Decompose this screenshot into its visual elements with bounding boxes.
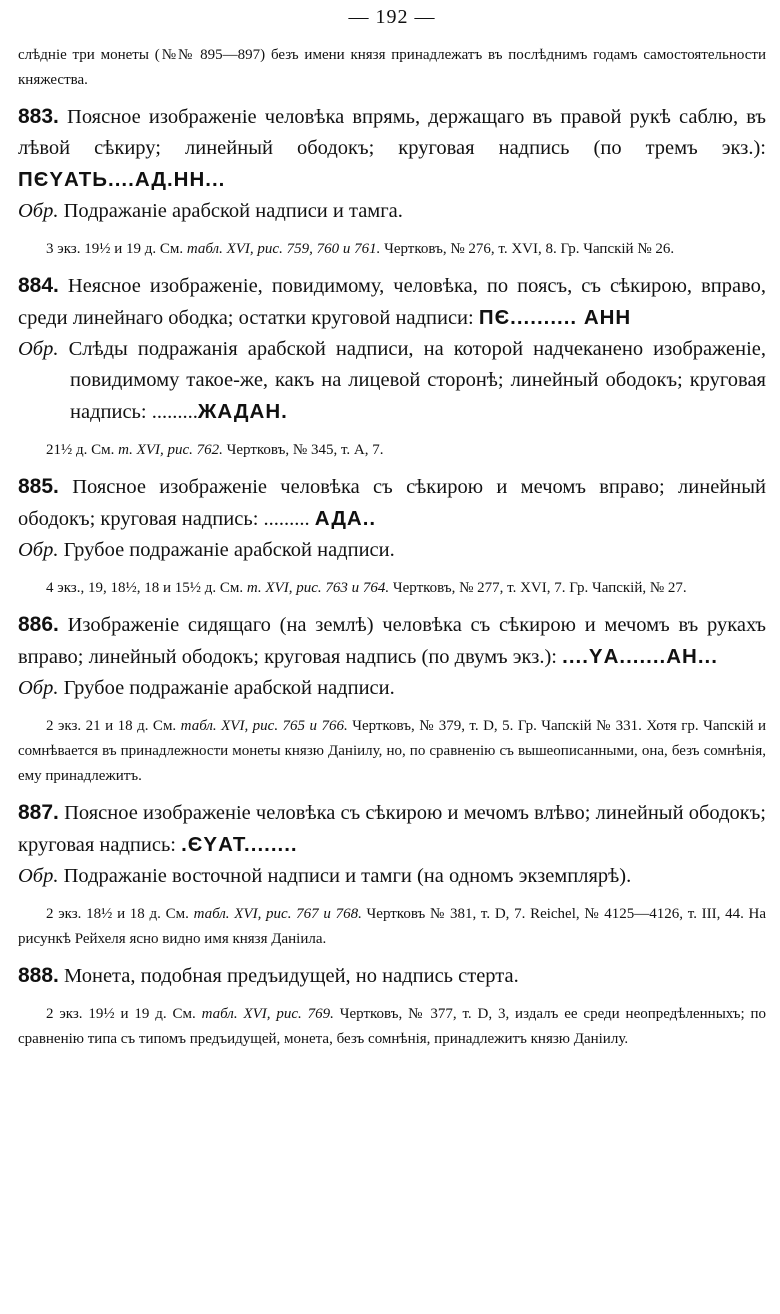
note-size: 2 экз. 21 и 18 д. См. [46, 718, 177, 734]
entry-description [18, 471, 766, 535]
note-literature: Чертковъ, № 276, т. XVI, 8. Гр. Чапскій № 26. [384, 241, 675, 257]
entry-description [18, 960, 766, 992]
note-size: 3 экз. 19½ и 19 д. См. [46, 241, 184, 257]
catalog-entry [18, 960, 766, 1052]
entry-text: Поясное изображеніе человѣка съ сѣкирою и мечомъ влѣво; линейный ободокъ; круговая надпись: [18, 802, 767, 856]
note-size: 2 экз. 19½ и 19 д. См. [46, 1006, 196, 1022]
note-plate-reference: т. XVI, рис. 762. [118, 442, 223, 458]
entry-number: 888. [18, 964, 59, 987]
reverse-description [18, 861, 766, 892]
entry-text: Поясное изображеніе человѣка съ сѣкирою и мечомъ вправо; линейный ободокъ; круговая надпись: ......... [18, 476, 766, 530]
entry-description [18, 609, 766, 673]
entry-number: 886. [18, 613, 59, 636]
entry-number: 884. [18, 274, 59, 297]
reverse-text: Грубое подражаніе арабской надписи. [63, 539, 395, 561]
note-literature: Чертковъ, № 345, т. А, 7. [226, 442, 384, 458]
note-size: 4 экз., 19, 18½, 18 и 15½ д. См. [46, 580, 244, 596]
note-literature: Чертковъ, № 379, т. D, 5. Гр. Чапскій № 331. Хотя гр. Чапскій и сомнѣвается въ принадлежности монеты князю Даніилу, но, по сравненію съ вышеописанными, она, безъ сомнѣнія, ему принадлежитъ. [18, 718, 767, 784]
entry-text: Монета, подобная предъидущей, но надпись стерта. [64, 965, 519, 987]
entry-description [18, 270, 766, 334]
entry-text: Неясное изображеніе, повидимому, человѣка, по поясъ, съ сѣкирою, вправо, среди линейнаго ободка; остатки круговой надписи: [18, 275, 766, 329]
note-plate-reference: т. XVI, рис. 763 и 764. [246, 580, 390, 596]
note-plate-reference: табл. XVI, рис. 767 и 768. [193, 906, 362, 922]
catalog-entries [18, 101, 766, 1052]
catalog-entry [18, 609, 766, 789]
reverse-description [18, 196, 766, 227]
note-size: 21½ д. См. [46, 442, 115, 458]
coin-inscription: АДА.. [314, 507, 377, 530]
reverse-label: Обр. [18, 200, 59, 222]
note-size: 2 экз. 18½ и 18 д. См. [46, 906, 189, 922]
entry-number: 887. [18, 801, 59, 824]
note-plate-reference: табл. XVI, рис. 769. [201, 1006, 334, 1022]
reverse-label: Обр. [18, 865, 59, 887]
reverse-text: Слѣды подражанія арабской надписи, на которой надчеканено изображеніе, повидимому такое-же, какъ на лицевой сторонѣ; линейный ободокъ; круговая надпись: ......... [68, 338, 766, 423]
entry-text: Изображеніе сидящаго (на землѣ) человѣка съ сѣкирою и мечомъ въ рукахъ вправо; линейный ободокъ; круговая надпись (по двумъ экз.): [18, 614, 767, 668]
catalog-entry [18, 101, 766, 262]
entry-number: 883. [18, 105, 59, 128]
specimen-note [18, 576, 766, 601]
coin-inscription: ПЄYАТЬ....АД.НН... [18, 168, 226, 191]
note-plate-reference: табл. XVI, рис. 759, 760 и 761. [186, 241, 381, 257]
reverse-inscription: ЖАДАН. [197, 400, 288, 423]
specimen-note [18, 902, 766, 952]
specimen-note [18, 438, 766, 463]
reverse-text: Подражаніе арабской надписи и тамга. [63, 200, 403, 222]
note-literature: Чертковъ, № 377, т. D, 3, издалъ ее среди неопредѣленныхъ; по сравненію типа съ типомъ предъидущей, монета, безъ сомнѣнія, принадлежитъ князю Даніилу. [18, 1006, 767, 1047]
note-literature: Чертковъ, № 277, т. XVI, 7. Гр. Чапскій, № 27. [392, 580, 687, 596]
note-plate-reference: табл. XVI, рис. 765 и 766. [180, 718, 348, 734]
entry-text: Поясное изображеніе человѣка впрямь, держащаго въ правой рукѣ саблю, въ лѣвой сѣкиру; линейный ободокъ; круговая надпись (по тремъ экз.): [18, 106, 766, 159]
coin-inscription: ПЄ.......... АНН [478, 306, 632, 329]
reverse-description [18, 673, 766, 704]
coin-inscription: .ЄYАТ........ [181, 833, 298, 856]
note-literature: Чертковъ № 381, т. D, 7. Reichel, № 4125—4126, т. III, 44. На рисункѣ Рейхеля ясно видно имя князя Даніила. [18, 906, 767, 947]
reverse-label: Обр. [18, 338, 59, 360]
entry-number: 885. [18, 475, 59, 498]
specimen-note [18, 1002, 766, 1052]
coin-inscription: ....YА.......АН... [562, 645, 718, 668]
specimen-note [18, 237, 766, 262]
catalog-entry [18, 797, 766, 952]
reverse-description [18, 334, 766, 428]
catalog-entry [18, 270, 766, 463]
page-number: — 192 — [348, 6, 436, 28]
reverse-label: Обр. [18, 677, 59, 699]
specimen-note [18, 714, 766, 789]
reverse-label: Обр. [18, 539, 59, 561]
reverse-description [18, 535, 766, 566]
entry-description [18, 101, 766, 196]
intro-paragraph: слѣдніе три монеты (№№ 895—897) безъ имени князя принадлежатъ въ послѣднимъ годамъ самостоятельности княжества. [18, 47, 766, 88]
reverse-text: Подражаніе восточной надписи и тамги (на одномъ экземплярѣ). [63, 865, 632, 887]
catalog-entry [18, 471, 766, 601]
entry-description [18, 797, 766, 861]
reverse-text: Грубое подражаніе арабской надписи. [63, 677, 395, 699]
